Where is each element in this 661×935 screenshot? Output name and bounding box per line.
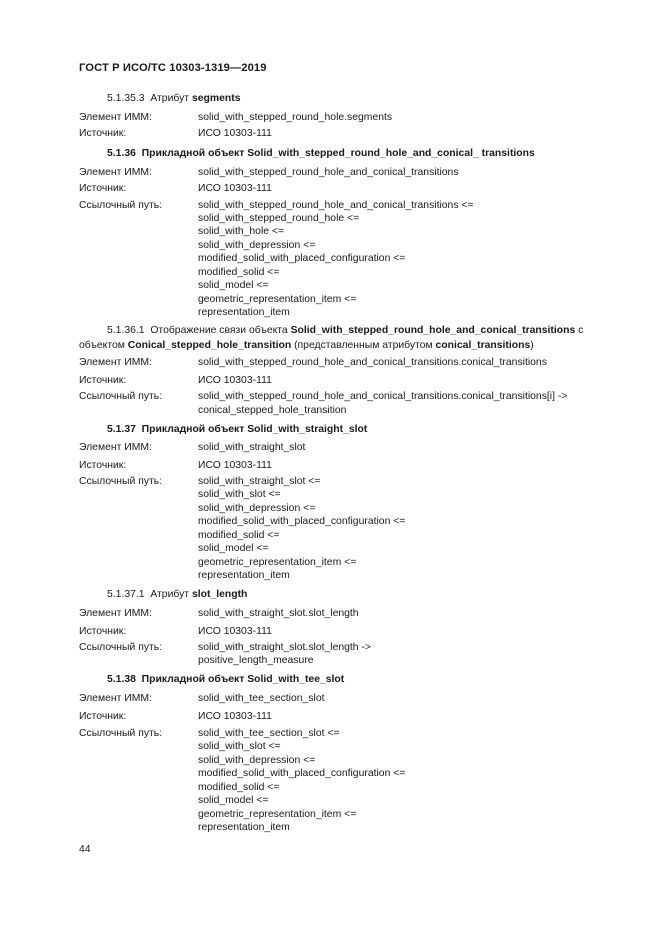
path-line: solid_with_stepped_round_hole <= — [198, 213, 360, 224]
section-number: 5.1.35.3 — [107, 93, 145, 104]
section-heading-5-1-36 — [107, 147, 535, 160]
path-line: geometric_representation_item <= — [198, 557, 357, 568]
row-label: Элемент ИММ: — [79, 442, 152, 453]
attribute-name: slot_length — [191, 589, 248, 600]
row-value: ИСО 10303-111 — [198, 460, 272, 471]
path-line: solid_model <= — [198, 795, 269, 806]
heading-prefix: Атрибут — [150, 93, 190, 104]
row-label: Элемент ИММ: — [79, 167, 152, 178]
path-line: modified_solid <= — [198, 530, 280, 541]
row-label: Элемент ИММ: — [79, 112, 152, 123]
section-heading-5-1-37-1 — [107, 588, 247, 601]
row-value: solid_with_straight_slot.slot_length -> — [198, 642, 371, 653]
path-line: positive_length_measure — [198, 655, 314, 666]
path-line: solid_with_depression <= — [198, 240, 316, 251]
path-line: modified_solid <= — [198, 782, 280, 793]
section-heading-5-1-35-3 — [107, 92, 240, 105]
row-label: Элемент ИММ: — [79, 693, 152, 704]
path-line: conical_stepped_hole_transition — [198, 405, 347, 416]
path-line: representation_item — [198, 570, 290, 581]
row-value: solid_with_stepped_round_hole_and_conical_transitions.conical_transitions — [198, 357, 547, 368]
attribute-name: segments — [191, 93, 241, 104]
section-number: 5.1.36 — [107, 148, 136, 159]
path-line: solid_with_slot <= — [198, 741, 281, 752]
path-line: geometric_representation_item <= — [198, 809, 357, 820]
row-label: Источник: — [79, 128, 127, 139]
row-value: solid_with_straight_slot <= — [198, 476, 321, 487]
row-value: solid_with_stepped_round_hole_and_conical_transitions — [198, 167, 459, 178]
row-label: Ссылочный путь: — [79, 391, 163, 402]
section-number: 5.1.37 — [107, 424, 136, 435]
row-value: solid_with_straight_slot — [198, 442, 306, 453]
path-line: solid_with_hole <= — [198, 226, 285, 237]
row-value: solid_with_straight_slot.slot_length — [198, 608, 359, 619]
row-value: ИСО 10303-111 — [198, 183, 272, 194]
row-label: Элемент ИММ: — [79, 357, 152, 368]
path-line: modified_solid_with_placed_configuration <= — [198, 253, 406, 264]
row-value: solid_with_tee_section_slot — [198, 693, 325, 704]
heading-prefix: Атрибут — [150, 589, 190, 600]
row-value: solid_with_stepped_round_hole.segments — [198, 112, 393, 123]
row-label: Ссылочный путь: — [79, 642, 163, 653]
page-number: 44 — [79, 844, 91, 855]
row-label: Источник: — [79, 711, 127, 722]
row-value: ИСО 10303-111 — [198, 128, 272, 139]
row-label: Источник: — [79, 626, 127, 637]
row-label: Источник: — [79, 460, 127, 471]
row-value: solid_with_tee_section_slot <= — [198, 728, 340, 739]
row-value: solid_with_stepped_round_hole_and_conical_transitions.conical_transitions[i] -> — [198, 391, 568, 402]
row-value: ИСО 10303-111 — [198, 711, 272, 722]
row-label: Источник: — [79, 183, 127, 194]
row-label: Ссылочный путь: — [79, 200, 163, 211]
row-label: Ссылочный путь: — [79, 728, 163, 739]
path-line: solid_model <= — [198, 280, 269, 291]
path-line: solid_with_slot <= — [198, 489, 281, 500]
path-line: modified_solid_with_placed_configuration <= — [198, 516, 406, 527]
path-line: representation_item — [198, 822, 290, 833]
heading-text-3: объектом — [79, 340, 128, 351]
row-label: Элемент ИММ: — [79, 608, 152, 619]
heading-text-5: ) — [530, 340, 534, 351]
row-value: ИСО 10303-111 — [198, 626, 272, 637]
section-heading-5-1-37 — [107, 423, 367, 436]
row-label: Ссылочный путь: — [79, 476, 163, 487]
heading-text-2: с — [575, 325, 584, 336]
heading-text-1: Отображение связи объекта — [150, 325, 291, 336]
path-line: modified_solid <= — [198, 267, 280, 278]
row-label: Источник: — [79, 375, 127, 386]
attribute-name: conical_transitions — [435, 340, 531, 351]
section-heading-continuation — [79, 339, 534, 352]
heading-text: Прикладной объект Solid_with_stepped_round_hole_and_conical_ transitions — [141, 148, 535, 159]
path-line: solid_model <= — [198, 543, 269, 554]
heading-text: Прикладной объект Solid_with_tee_slot — [141, 674, 345, 685]
row-value: ИСО 10303-111 — [198, 375, 272, 386]
section-heading-5-1-36-1 — [107, 324, 583, 337]
heading-text-4: (представленным атрибутом — [291, 340, 436, 351]
heading-text: Прикладной объект Solid_with_straight_slot — [141, 424, 368, 435]
target-entity-name: Conical_stepped_hole_transition — [127, 340, 292, 351]
document-header: ГОСТ Р ИСО/ТС 10303-1319—2019 — [79, 62, 267, 74]
path-line: modified_solid_with_placed_configuration <= — [198, 768, 406, 779]
path-line: geometric_representation_item <= — [198, 294, 357, 305]
row-value: solid_with_stepped_round_hole_and_conical_transitions <= — [198, 200, 474, 211]
section-number: 5.1.37.1 — [107, 589, 145, 600]
section-number: 5.1.36.1 — [107, 325, 145, 336]
entity-name: Solid_with_stepped_round_hole_and_conical_transitions — [290, 325, 576, 336]
path-line: representation_item — [198, 307, 290, 318]
section-heading-5-1-38 — [107, 673, 344, 686]
path-line: solid_with_depression <= — [198, 755, 316, 766]
section-number: 5.1.38 — [107, 674, 136, 685]
path-line: solid_with_depression <= — [198, 503, 316, 514]
